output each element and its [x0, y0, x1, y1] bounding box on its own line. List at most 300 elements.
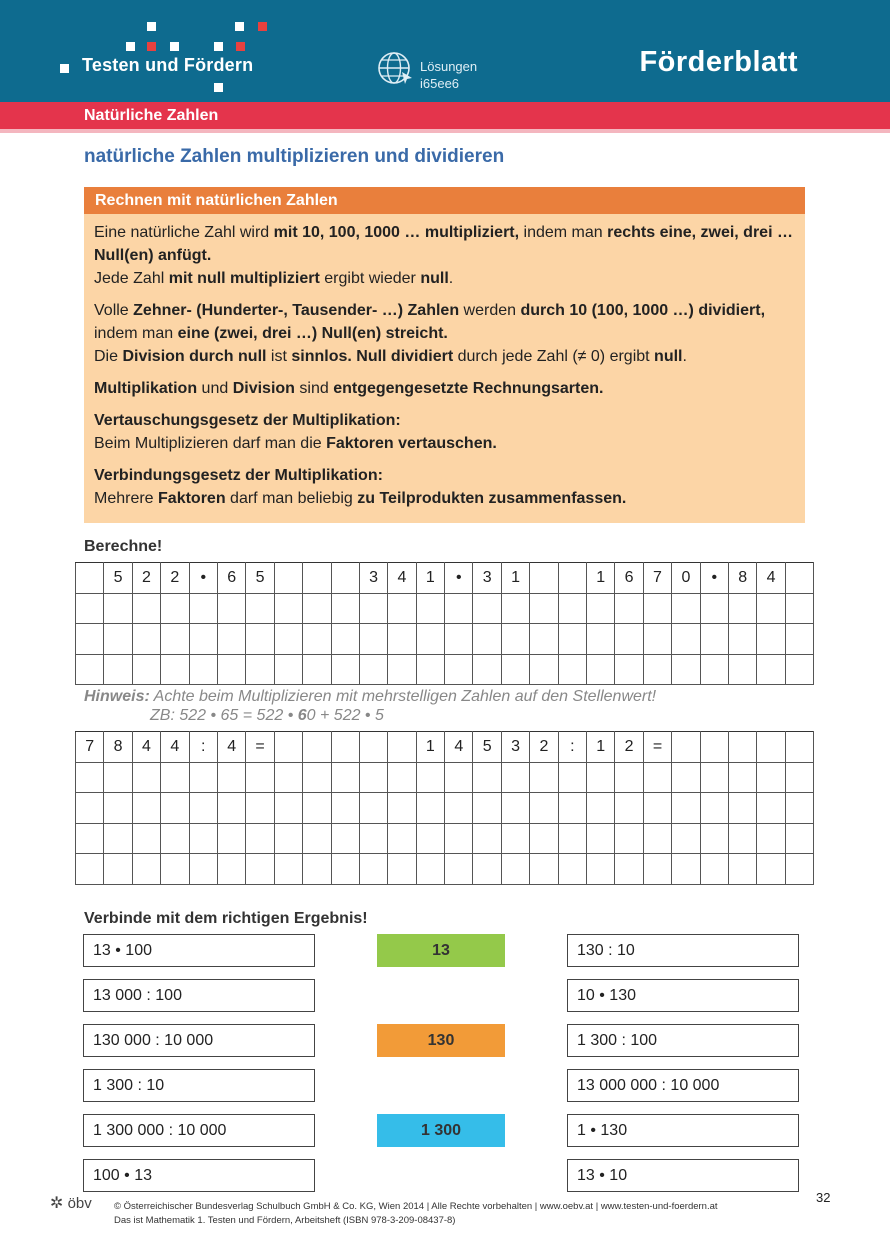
grid-cell[interactable] — [558, 854, 586, 885]
grid-cell[interactable] — [388, 732, 416, 763]
rule-rich-text: Volle Zehner- (Hunderter-, Tausender- …) Zahlen werden durch 10 (100, 1000 …) dividiert, indem man eine (zwei, drei …) Null(en) streicht. — [94, 302, 766, 342]
publisher-icon: ✲ — [50, 1195, 64, 1212]
result-box[interactable]: 130 — [377, 1024, 505, 1057]
grid-cell[interactable] — [416, 762, 444, 793]
grid-cell[interactable] — [359, 762, 387, 793]
grid-cell[interactable] — [104, 793, 132, 824]
grid-cell[interactable] — [274, 793, 302, 824]
grid-cell[interactable] — [331, 624, 359, 655]
grid-cell[interactable] — [615, 762, 643, 793]
grid-cell[interactable] — [359, 624, 387, 655]
term-box-left[interactable]: 100 • 13 — [83, 1159, 315, 1192]
grid-cell[interactable] — [217, 793, 245, 824]
grid-cell[interactable] — [132, 793, 160, 824]
hint-example-bold: 6 — [297, 707, 307, 724]
grid-cell[interactable] — [445, 624, 473, 655]
grid-cell[interactable] — [331, 854, 359, 885]
term-box-left[interactable]: 1 300 : 10 — [83, 1069, 315, 1102]
grid-cell[interactable] — [672, 854, 700, 885]
grid-cell[interactable] — [303, 823, 331, 854]
grid-cell[interactable] — [785, 563, 813, 594]
term-box-left[interactable]: 130 000 : 10 000 — [83, 1024, 315, 1057]
grid-cell[interactable]: • — [700, 563, 728, 594]
grid-cell[interactable]: 4 — [132, 732, 160, 763]
logo-square — [170, 42, 179, 51]
grid-cell[interactable] — [700, 593, 728, 624]
grid-cell[interactable] — [303, 593, 331, 624]
grid-row — [76, 732, 814, 763]
solutions-label: Lösungen — [420, 59, 478, 74]
grid-cell[interactable] — [587, 654, 615, 685]
globe-icon[interactable] — [376, 50, 414, 88]
grid-cell[interactable]: 1 — [587, 563, 615, 594]
grid-cell[interactable]: = — [246, 732, 274, 763]
grid-cell[interactable] — [132, 854, 160, 885]
grid-cell[interactable] — [558, 624, 586, 655]
grid-cell[interactable] — [217, 854, 245, 885]
grid-cell[interactable] — [189, 593, 217, 624]
grid-cell[interactable] — [757, 593, 785, 624]
grid-cell[interactable] — [104, 854, 132, 885]
grid-cell[interactable] — [757, 854, 785, 885]
rule-rich-text: Mehrere Faktoren darf man beliebig zu Teilprodukten zusammenfassen. — [94, 490, 627, 507]
grid-cell[interactable] — [672, 654, 700, 685]
grid-cell[interactable] — [76, 793, 104, 824]
term-box-left[interactable]: 13 • 100 — [83, 934, 315, 967]
grid-cell[interactable] — [104, 823, 132, 854]
rule-rich-text: Jede Zahl mit null multipliziert ergibt wieder null. — [94, 270, 454, 287]
grid-cell[interactable] — [672, 732, 700, 763]
grid-cell[interactable] — [530, 624, 558, 655]
grid-cell[interactable] — [274, 654, 302, 685]
grid-cell[interactable] — [217, 593, 245, 624]
grid-row — [76, 563, 814, 594]
grid-cell[interactable] — [76, 854, 104, 885]
grid-cell[interactable] — [189, 823, 217, 854]
grid-cell[interactable] — [445, 762, 473, 793]
grid-cell[interactable] — [246, 854, 274, 885]
grid-cell[interactable] — [473, 762, 501, 793]
grid-cell[interactable] — [473, 654, 501, 685]
grid-row — [76, 823, 814, 854]
grid-cell[interactable] — [473, 854, 501, 885]
rule-rich-text: Beim Multiplizieren darf man die Faktoren vertauschen. — [94, 435, 497, 452]
grid-cell[interactable] — [785, 593, 813, 624]
calculation-grid-1[interactable] — [75, 562, 814, 685]
grid-cell[interactable]: 2 — [615, 732, 643, 763]
result-box[interactable]: 13 — [377, 934, 505, 967]
grid-cell[interactable]: 0 — [672, 563, 700, 594]
term-box-left[interactable]: 13 000 : 100 — [83, 979, 315, 1012]
grid-cell[interactable]: 2 — [530, 732, 558, 763]
logo-square — [60, 64, 69, 73]
grid-cell[interactable] — [359, 793, 387, 824]
grid-cell[interactable] — [76, 823, 104, 854]
grid-cell[interactable] — [445, 793, 473, 824]
grid-cell[interactable] — [388, 793, 416, 824]
grid-cell[interactable]: • — [445, 563, 473, 594]
grid-cell[interactable] — [530, 762, 558, 793]
grid-cell[interactable]: 1 — [416, 563, 444, 594]
grid-cell[interactable] — [388, 823, 416, 854]
grid-cell[interactable]: : — [189, 732, 217, 763]
grid-cell[interactable] — [728, 793, 756, 824]
grid-cell[interactable] — [303, 732, 331, 763]
grid-cell[interactable] — [757, 793, 785, 824]
grid-cell[interactable] — [331, 732, 359, 763]
grid-cell[interactable] — [161, 854, 189, 885]
grid-cell[interactable] — [757, 762, 785, 793]
grid-cell[interactable] — [161, 793, 189, 824]
grid-cell[interactable] — [501, 624, 529, 655]
rule-rich-text: Die Division durch null ist sinnlos. Null dividiert durch jede Zahl (≠ 0) ergibt null. — [94, 348, 687, 365]
rule-subheading: Verbindungsgesetz der Multiplikation: — [94, 467, 383, 484]
grid-cell[interactable] — [785, 823, 813, 854]
grid-cell[interactable] — [274, 624, 302, 655]
rule-paragraph-3 — [94, 377, 795, 400]
grid-cell[interactable] — [132, 823, 160, 854]
grid-cell[interactable] — [700, 732, 728, 763]
grid-cell[interactable] — [473, 823, 501, 854]
grid-cell[interactable] — [757, 823, 785, 854]
grid-cell[interactable] — [246, 624, 274, 655]
logo-square — [258, 22, 267, 31]
grid-cell[interactable] — [132, 762, 160, 793]
grid-cell[interactable] — [530, 854, 558, 885]
grid-cell[interactable] — [643, 854, 671, 885]
grid-cell[interactable] — [274, 762, 302, 793]
grid-cell[interactable] — [189, 762, 217, 793]
grid-cell[interactable] — [558, 793, 586, 824]
grid-cell[interactable]: 2 — [161, 563, 189, 594]
publisher-logo — [50, 1193, 92, 1213]
grid-cell[interactable] — [189, 854, 217, 885]
grid-cell[interactable] — [728, 732, 756, 763]
grid-cell[interactable] — [558, 654, 586, 685]
grid-row — [76, 854, 814, 885]
grid-cell[interactable]: 7 — [76, 732, 104, 763]
rule-subheading: Vertauschungsgesetz der Multiplikation: — [94, 412, 401, 429]
grid-cell[interactable] — [643, 654, 671, 685]
grid-cell[interactable]: 8 — [728, 563, 756, 594]
result-box[interactable]: 1 300 — [377, 1114, 505, 1147]
grid-cell[interactable] — [757, 624, 785, 655]
grid-cell[interactable] — [416, 793, 444, 824]
grid-cell[interactable] — [246, 823, 274, 854]
term-box-right[interactable]: 13 000 000 : 10 000 — [567, 1069, 799, 1102]
grid-cell[interactable] — [76, 593, 104, 624]
grid-cell[interactable] — [189, 793, 217, 824]
grid-cell[interactable] — [303, 563, 331, 594]
grid-cell[interactable] — [189, 654, 217, 685]
grid-cell[interactable] — [303, 793, 331, 824]
grid-cell[interactable]: 4 — [161, 732, 189, 763]
grid-cell[interactable]: 1 — [416, 732, 444, 763]
grid-cell[interactable] — [530, 563, 558, 594]
grid-cell[interactable] — [672, 593, 700, 624]
grid-cell[interactable]: 4 — [217, 732, 245, 763]
grid-cell[interactable] — [700, 854, 728, 885]
grid-cell[interactable] — [558, 563, 586, 594]
grid-cell[interactable]: 4 — [757, 563, 785, 594]
grid-cell[interactable]: 1 — [587, 732, 615, 763]
grid-cell[interactable] — [700, 654, 728, 685]
grid-cell[interactable] — [672, 624, 700, 655]
grid-cell[interactable] — [558, 762, 586, 793]
solutions-link[interactable] — [420, 58, 477, 92]
grid-cell[interactable] — [615, 823, 643, 854]
grid-cell[interactable] — [615, 793, 643, 824]
grid-cell[interactable] — [587, 793, 615, 824]
grid-cell[interactable] — [331, 793, 359, 824]
footer-copyright: © Österreichischer Bundesverlag Schulbuch GmbH & Co. KG, Wien 2014 | Alle Rechte vorbehalten | www.oebv.at | www.testen-und-foerdern.at — [114, 1201, 718, 1212]
grid-cell[interactable] — [388, 624, 416, 655]
grid-cell[interactable] — [587, 762, 615, 793]
rule-rich-text: Multiplikation und Division sind entgegengesetzte Rechnungsarten. — [94, 380, 604, 397]
grid-cell[interactable]: 4 — [388, 563, 416, 594]
grid-cell[interactable] — [416, 593, 444, 624]
grid-cell[interactable] — [217, 823, 245, 854]
term-box-right[interactable]: 10 • 130 — [567, 979, 799, 1012]
grid-cell[interactable] — [132, 593, 160, 624]
grid-cell[interactable] — [359, 823, 387, 854]
grid-cell[interactable] — [558, 593, 586, 624]
grid-cell[interactable] — [161, 624, 189, 655]
term-box-right[interactable]: 1 300 : 100 — [567, 1024, 799, 1057]
grid-cell[interactable] — [615, 654, 643, 685]
footer-text — [114, 1200, 718, 1228]
rule-paragraph-5 — [94, 464, 795, 510]
grid-cell[interactable] — [274, 732, 302, 763]
grid-cell[interactable] — [785, 793, 813, 824]
logo-square — [147, 42, 156, 51]
grid-row — [76, 624, 814, 655]
grid-cell[interactable] — [700, 823, 728, 854]
grid-cell[interactable] — [587, 624, 615, 655]
grid-cell[interactable] — [587, 823, 615, 854]
grid-cell[interactable] — [359, 593, 387, 624]
grid-cell[interactable] — [388, 854, 416, 885]
grid-cell[interactable] — [700, 762, 728, 793]
grid-cell[interactable] — [700, 624, 728, 655]
grid-cell[interactable] — [672, 823, 700, 854]
grid-cell[interactable] — [473, 793, 501, 824]
grid-cell[interactable] — [530, 823, 558, 854]
subject-label: Natürliche Zahlen — [84, 107, 219, 124]
exercise-1-label: Berechne! — [84, 538, 163, 555]
grid-cell[interactable] — [132, 624, 160, 655]
grid-cell[interactable] — [643, 793, 671, 824]
term-box-right[interactable]: 13 • 10 — [567, 1159, 799, 1192]
grid-cell[interactable]: 5 — [104, 563, 132, 594]
grid-cell[interactable] — [331, 563, 359, 594]
grid-cell[interactable] — [331, 654, 359, 685]
grid-cell[interactable] — [728, 854, 756, 885]
grid-cell[interactable] — [785, 732, 813, 763]
grid-cell[interactable] — [445, 593, 473, 624]
grid-cell[interactable] — [246, 593, 274, 624]
grid-cell[interactable] — [785, 624, 813, 655]
grid-cell[interactable] — [530, 593, 558, 624]
grid-cell[interactable] — [161, 823, 189, 854]
grid-cell[interactable] — [388, 762, 416, 793]
grid-cell[interactable] — [757, 732, 785, 763]
grid-cell[interactable]: 6 — [217, 563, 245, 594]
grid-cell[interactable] — [104, 624, 132, 655]
grid-cell[interactable] — [445, 654, 473, 685]
grid-cell[interactable] — [672, 762, 700, 793]
rule-box-title: Rechnen mit natürlichen Zahlen — [84, 187, 805, 214]
grid-cell[interactable] — [274, 823, 302, 854]
grid-cell[interactable] — [76, 762, 104, 793]
grid-cell[interactable] — [757, 654, 785, 685]
grid-cell[interactable]: 2 — [132, 563, 160, 594]
grid-cell[interactable] — [246, 793, 274, 824]
grid-cell[interactable] — [785, 854, 813, 885]
grid-cell[interactable]: 6 — [615, 563, 643, 594]
grid-cell[interactable] — [501, 654, 529, 685]
grid-cell[interactable] — [161, 654, 189, 685]
matching-label: Verbinde mit dem richtigen Ergebnis! — [84, 910, 368, 927]
term-box-left[interactable]: 1 300 000 : 10 000 — [83, 1114, 315, 1147]
grid-row — [76, 793, 814, 824]
grid-cell[interactable] — [672, 793, 700, 824]
rule-paragraph-4 — [94, 409, 795, 455]
subject-band — [0, 102, 890, 129]
grid-cell[interactable] — [104, 593, 132, 624]
grid-cell[interactable] — [501, 823, 529, 854]
grid-cell[interactable] — [217, 624, 245, 655]
grid-cell[interactable] — [615, 624, 643, 655]
grid-cell[interactable] — [388, 593, 416, 624]
worksheet-heading: natürliche Zahlen multiplizieren und dividieren — [84, 146, 505, 167]
grid-cell[interactable] — [331, 823, 359, 854]
grid-cell[interactable] — [104, 762, 132, 793]
grid-cell[interactable] — [303, 654, 331, 685]
grid-cell[interactable] — [76, 563, 104, 594]
grid-cell[interactable]: 7 — [643, 563, 671, 594]
grid-cell[interactable]: 3 — [473, 563, 501, 594]
grid-cell[interactable] — [217, 762, 245, 793]
grid-cell[interactable] — [615, 854, 643, 885]
hint-example-post: 0 + 522 • 5 — [306, 707, 384, 724]
rule-paragraph-2 — [94, 299, 795, 368]
grid-cell[interactable] — [643, 823, 671, 854]
grid-cell[interactable]: 5 — [246, 563, 274, 594]
grid-cell[interactable]: • — [189, 563, 217, 594]
grid-cell[interactable] — [587, 593, 615, 624]
grid-cell[interactable] — [501, 762, 529, 793]
grid-cell[interactable]: 4 — [445, 732, 473, 763]
grid-cell[interactable] — [359, 732, 387, 763]
rule-box — [84, 187, 805, 523]
grid-cell[interactable] — [558, 823, 586, 854]
publisher-name: öbv — [67, 1195, 92, 1212]
grid-cell[interactable] — [643, 593, 671, 624]
grid-cell[interactable]: 5 — [473, 732, 501, 763]
band-shadow — [0, 129, 890, 133]
grid-cell[interactable] — [303, 624, 331, 655]
grid-cell[interactable] — [530, 654, 558, 685]
grid-cell[interactable] — [501, 793, 529, 824]
grid-cell[interactable] — [303, 854, 331, 885]
grid-cell[interactable] — [76, 654, 104, 685]
grid-cell[interactable]: = — [643, 732, 671, 763]
grid-cell[interactable] — [246, 654, 274, 685]
grid-cell[interactable] — [416, 854, 444, 885]
hint-example-pre: ZB: 522 • 65 = 522 • — [150, 707, 298, 724]
grid-cell[interactable] — [615, 593, 643, 624]
grid-cell[interactable] — [501, 854, 529, 885]
grid-cell[interactable] — [246, 762, 274, 793]
grid-cell[interactable] — [643, 762, 671, 793]
grid-cell[interactable] — [445, 823, 473, 854]
grid-cell[interactable] — [416, 823, 444, 854]
grid-cell[interactable] — [473, 593, 501, 624]
grid-row — [76, 654, 814, 685]
grid-cell[interactable] — [388, 654, 416, 685]
grid-cell[interactable]: 8 — [104, 732, 132, 763]
grid-cell[interactable] — [587, 854, 615, 885]
grid-cell[interactable] — [161, 593, 189, 624]
logo-square — [235, 22, 244, 31]
page-number: 32 — [816, 1190, 831, 1205]
grid-cell[interactable] — [132, 654, 160, 685]
grid-cell[interactable] — [416, 624, 444, 655]
grid-cell[interactable] — [359, 654, 387, 685]
grid-cell[interactable] — [785, 762, 813, 793]
grid-cell[interactable]: 3 — [359, 563, 387, 594]
grid-cell[interactable] — [274, 563, 302, 594]
grid-cell[interactable] — [501, 593, 529, 624]
logo-square — [126, 42, 135, 51]
grid-cell[interactable]: : — [558, 732, 586, 763]
grid-cell[interactable] — [530, 793, 558, 824]
grid-cell[interactable] — [189, 624, 217, 655]
hint-example — [150, 707, 384, 725]
grid-cell[interactable] — [643, 624, 671, 655]
grid-cell[interactable]: 1 — [501, 563, 529, 594]
grid-cell[interactable] — [785, 654, 813, 685]
grid-cell[interactable] — [728, 624, 756, 655]
hint-body: Achte beim Multiplizieren mit mehrstelligen Zahlen auf den Stellenwert! — [149, 688, 657, 705]
calculation-grid-2[interactable] — [75, 731, 814, 885]
grid-cell[interactable] — [728, 762, 756, 793]
grid-cell[interactable] — [331, 593, 359, 624]
grid-cell[interactable] — [416, 654, 444, 685]
grid-cell[interactable] — [76, 624, 104, 655]
grid-cell[interactable] — [331, 762, 359, 793]
grid-cell[interactable] — [303, 762, 331, 793]
grid-cell[interactable]: 3 — [501, 732, 529, 763]
grid-cell[interactable] — [728, 593, 756, 624]
grid-cell[interactable] — [728, 823, 756, 854]
grid-cell[interactable] — [445, 854, 473, 885]
grid-cell[interactable] — [104, 654, 132, 685]
grid-cell[interactable] — [217, 654, 245, 685]
term-box-right[interactable]: 1 • 130 — [567, 1114, 799, 1147]
grid-cell[interactable] — [700, 793, 728, 824]
grid-cell[interactable] — [473, 624, 501, 655]
grid-cell[interactable] — [274, 593, 302, 624]
grid-cell[interactable] — [161, 762, 189, 793]
logo-square — [236, 42, 245, 51]
grid-cell[interactable] — [728, 654, 756, 685]
logo-square — [147, 22, 156, 31]
term-box-right[interactable]: 130 : 10 — [567, 934, 799, 967]
grid-cell[interactable] — [274, 854, 302, 885]
grid-cell[interactable] — [359, 854, 387, 885]
